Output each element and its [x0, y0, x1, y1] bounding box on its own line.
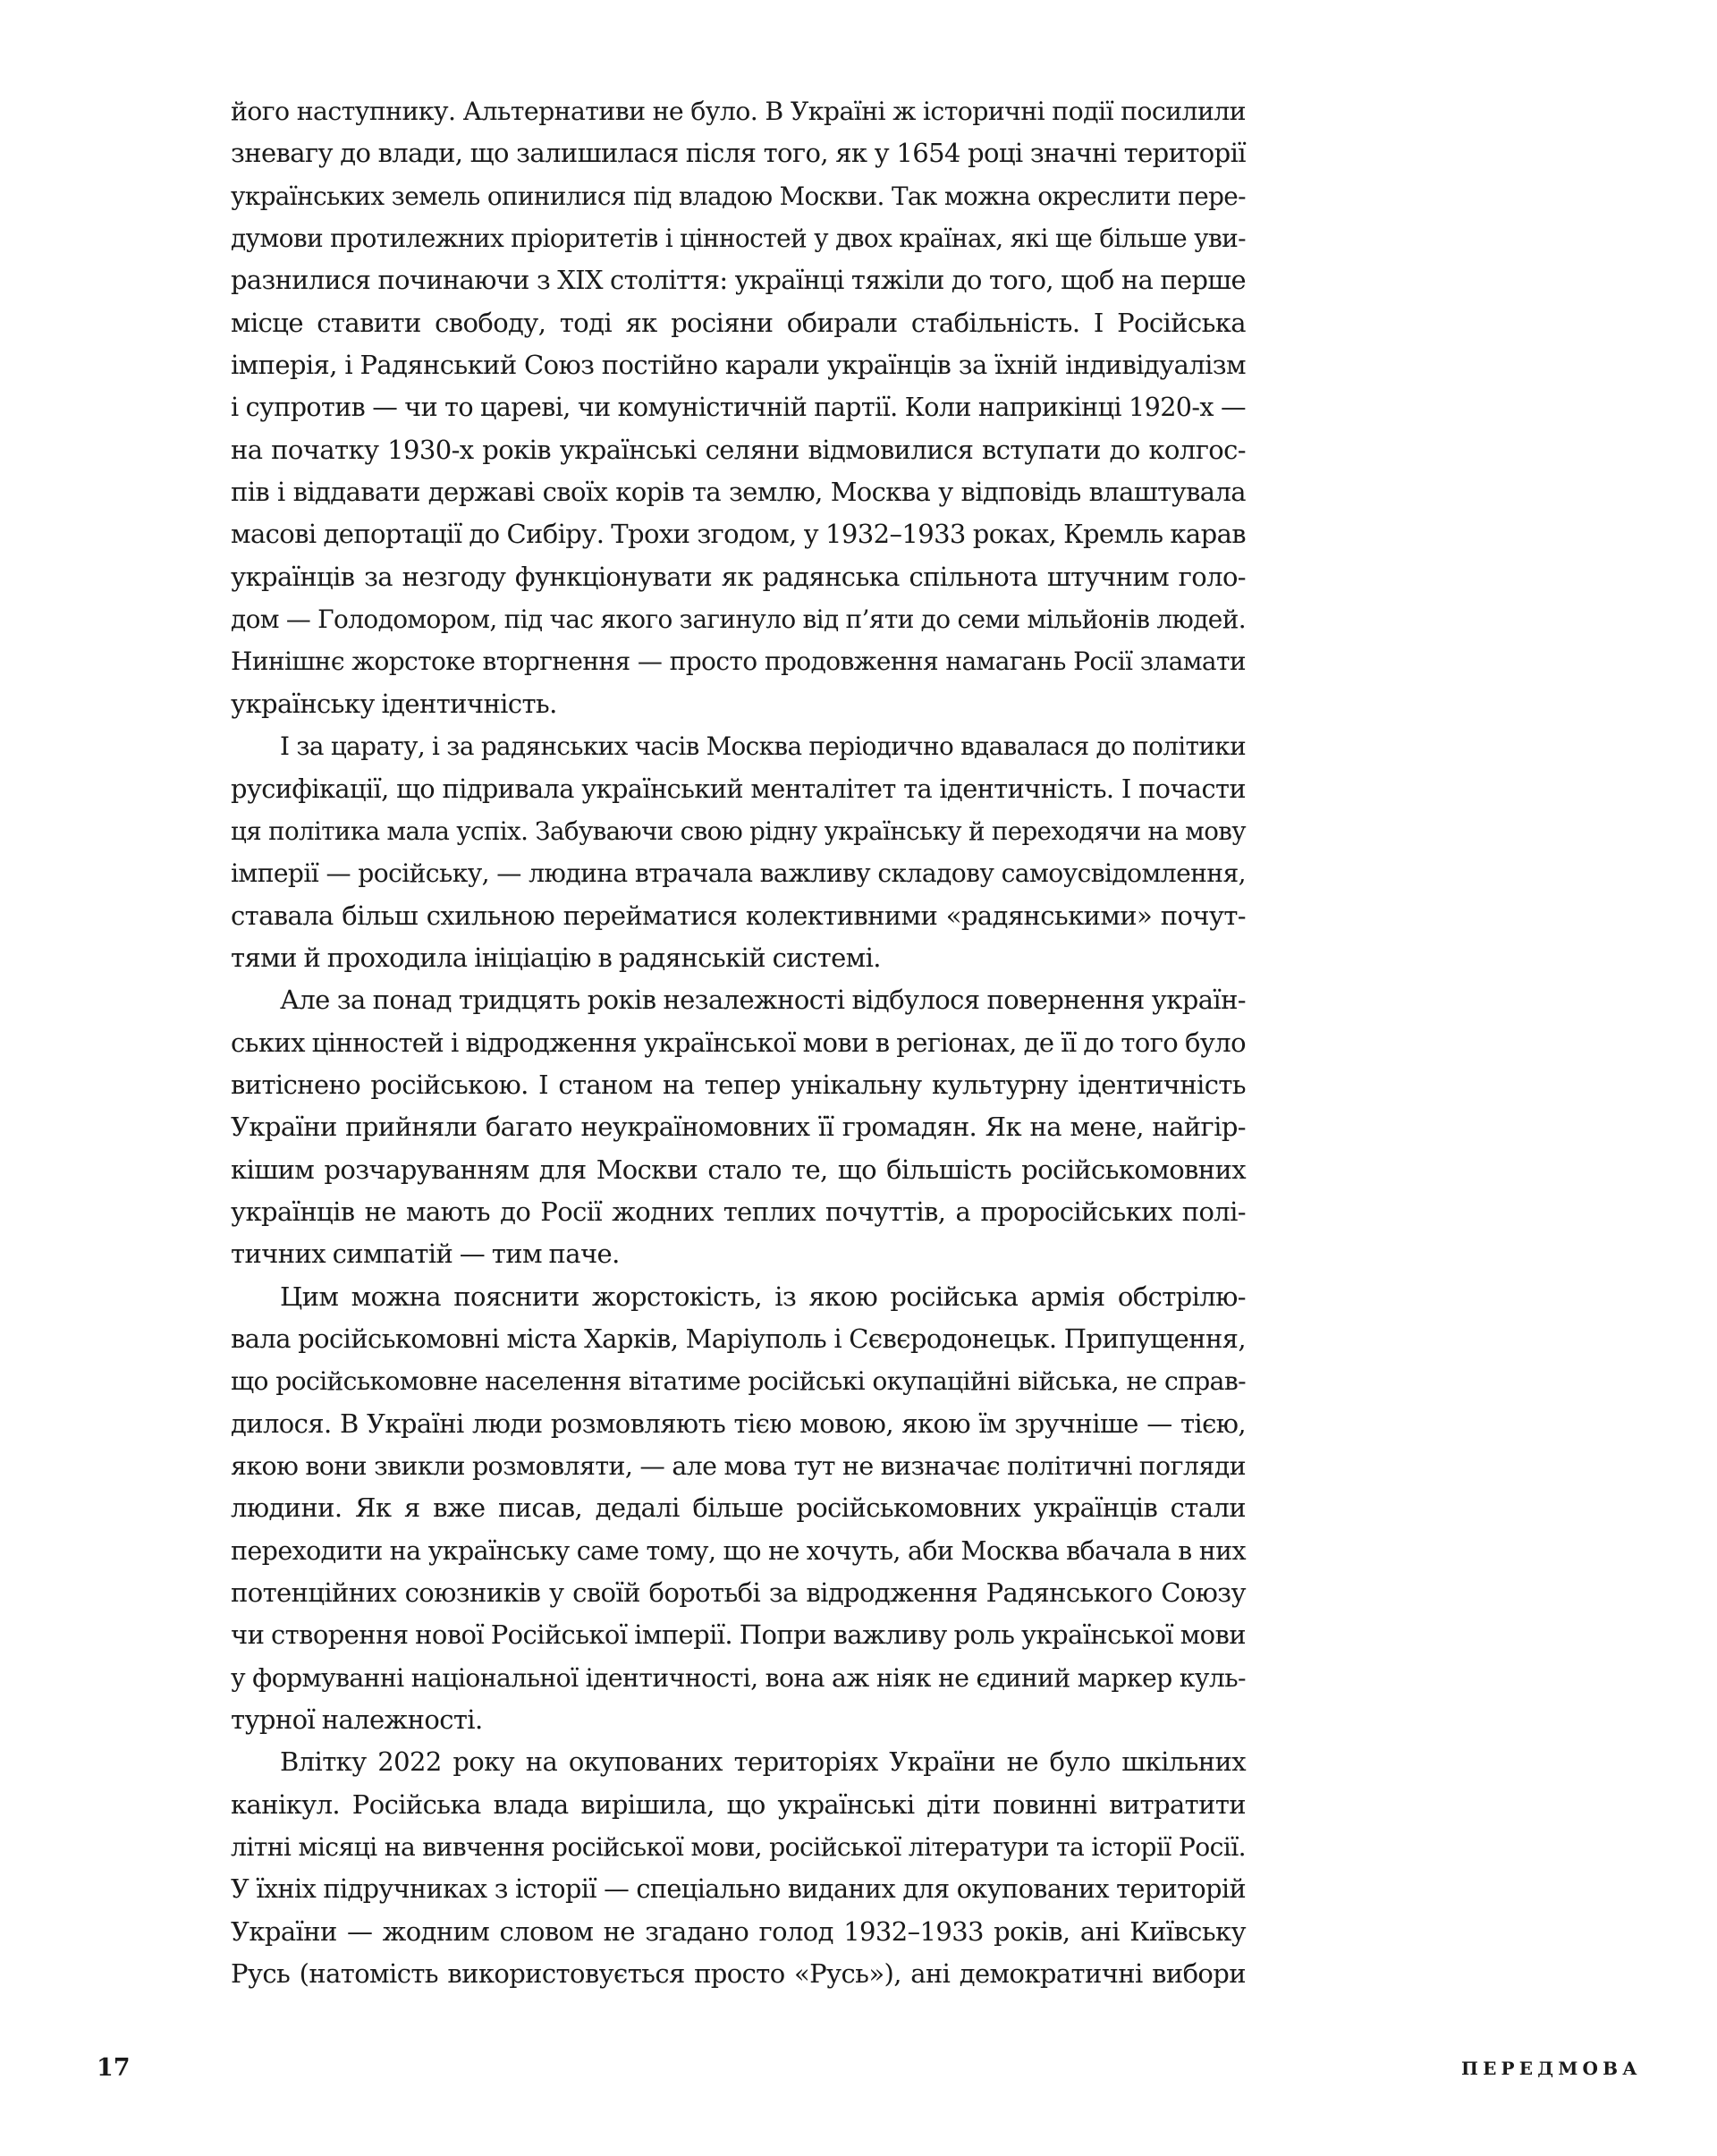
text-line: переходити на українську саме тому, що не хочуть, аби Москва вбачала в них	[231, 1535, 1246, 1566]
text-line: русифікації, що підривала український менталітет та ідентичність. І почасти	[231, 773, 1246, 804]
text-line: тями й проходила ініціацію в радянській системі.	[231, 942, 881, 973]
text-line: Русь (натомість використовується просто «Русь»), ані демократичні вибори	[231, 1958, 1246, 1990]
text-line: турної належності.	[231, 1704, 483, 1736]
text-line: потенційних союзників у своїй боротьбі за відродження Радянського Союзу	[231, 1577, 1246, 1609]
text-line: і супротив — чи то цареві, чи комуністичній партії. Коли наприкінці 1920-х —	[231, 392, 1246, 423]
paragraph-2	[231, 725, 1246, 979]
text-line: дилося. В Україні люди розмовляють тією мовою, якою їм зручніше — тією,	[231, 1408, 1246, 1439]
text-line: що російськомовне населення вітатиме російські окупаційні війська, не справ-	[231, 1366, 1246, 1397]
text-line: у формуванні національної ідентичності, вона аж ніяк не єдиний маркер куль-	[231, 1662, 1246, 1693]
text-line: тичних симпатій — тим паче.	[231, 1239, 620, 1270]
text-line: У їхніх підручниках з історії — спеціально виданих для окупованих територій	[231, 1873, 1246, 1905]
text-line: на початку 1930-х років українські селяни відмовилися вступати до колгос-	[231, 434, 1246, 465]
text-line: думови протилежних пріоритетів і цінностей у двох країнах, які ще більше уви-	[231, 224, 1246, 254]
text-line: ських цінностей і відродження української мови в регіонах, де її до того було	[231, 1027, 1246, 1058]
text-line: ставала більш схильною перейматися колективними «радянськими» почут-	[231, 900, 1246, 931]
text-line: місце ставити свободу, тоді як росіяни обирали стабільність. І Російська	[231, 307, 1246, 338]
text-line: України — жодним словом не згадано голод 1932–1933 років, ані Київську	[231, 1915, 1246, 1947]
text-line: кішим розчаруванням для Москви стало те, що більшість російськомовних	[231, 1154, 1246, 1185]
paragraph-1	[231, 90, 1246, 725]
text-line: чи створення нової Російської імперії. Попри важливу роль української мови	[231, 1619, 1246, 1651]
body-text	[231, 90, 1246, 1995]
text-line: України прийняли багато неукраїномовних її громадян. Як на мене, найгір-	[231, 1112, 1246, 1143]
text-line: його наступнику. Альтернативи не було. В Україні ж історичні події посилили	[231, 97, 1246, 126]
text-line: українців не мають до Росії жодних теплих почуттів, а проросійських полі-	[231, 1196, 1246, 1227]
paragraph-5	[231, 1741, 1246, 1995]
text-line: І за царату, і за радянських часів Москва періодично вдавалася до політики	[280, 731, 1246, 762]
running-head: ПЕРЕДМОВА	[1461, 2058, 1642, 2079]
text-line: українських земель опинилися під владою Москви. Так можна окреслити пере-	[231, 181, 1246, 211]
text-line: людини. Як я вже писав, дедалі більше російськомовних українців стали	[231, 1492, 1246, 1524]
text-line: Але за понад тридцять років незалежності відбулося повернення україн-	[280, 985, 1246, 1016]
text-line: Влітку 2022 року на окупованих територіях України не було шкільних	[280, 1746, 1246, 1778]
text-line: літні місяці на вивчення російської мови, російської літератури та історії Росії.	[231, 1832, 1246, 1863]
text-line: пів і віддавати державі своїх корів та землю, Москва у відповідь влаштувала	[231, 477, 1246, 508]
text-line: імперії — російську, — людина втрачала важливу складову самоусвідомлення,	[231, 858, 1246, 889]
text-line: канікул. Російська влада вирішила, що українські діти повинні витратити	[231, 1788, 1246, 1820]
text-line: якою вони звикли розмовляти, — але мова тут не визначає політичні погляди	[231, 1451, 1246, 1481]
paragraph-4	[231, 1276, 1246, 1742]
paragraph-3	[231, 979, 1246, 1275]
text-line: дом — Голодомором, під час якого загинуло від п’яти до семи мільйонів людей.	[231, 605, 1246, 635]
text-line: українців за незгоду функціонувати як радянська спільнота штучним голо-	[231, 561, 1246, 592]
text-line: ця політика мала успіх. Забуваючи свою рідну українську й переходячи на мову	[231, 816, 1246, 846]
text-line: Цим можна пояснити жорстокість, із якою російська армія обстрілю-	[280, 1281, 1246, 1312]
text-line: разнилися починаючи з XIX століття: українці тяжіли до того, щоб на перше	[231, 265, 1246, 296]
text-line: Нинішнє жорстоке вторгнення — просто продовження намагань Росії зламати	[231, 647, 1246, 677]
text-line: зневагу до влади, що залишилася після того, як у 1654 році значні території	[231, 138, 1246, 169]
text-line: імперія, і Радянський Союз постійно карали українців за їхній індивідуалізм	[231, 350, 1246, 381]
text-line: вала російськомовні міста Харків, Маріуполь і Сєвєродонецьк. Припущення,	[231, 1323, 1246, 1354]
page-number: 17	[97, 2054, 131, 2082]
text-line: витіснено російською. І станом на тепер унікальну культурну ідентичність	[231, 1069, 1246, 1100]
text-line: масові депортації до Сибіру. Трохи згодом, у 1932–1933 роках, Кремль карав	[231, 519, 1246, 550]
text-line: українську ідентичність.	[231, 688, 557, 719]
